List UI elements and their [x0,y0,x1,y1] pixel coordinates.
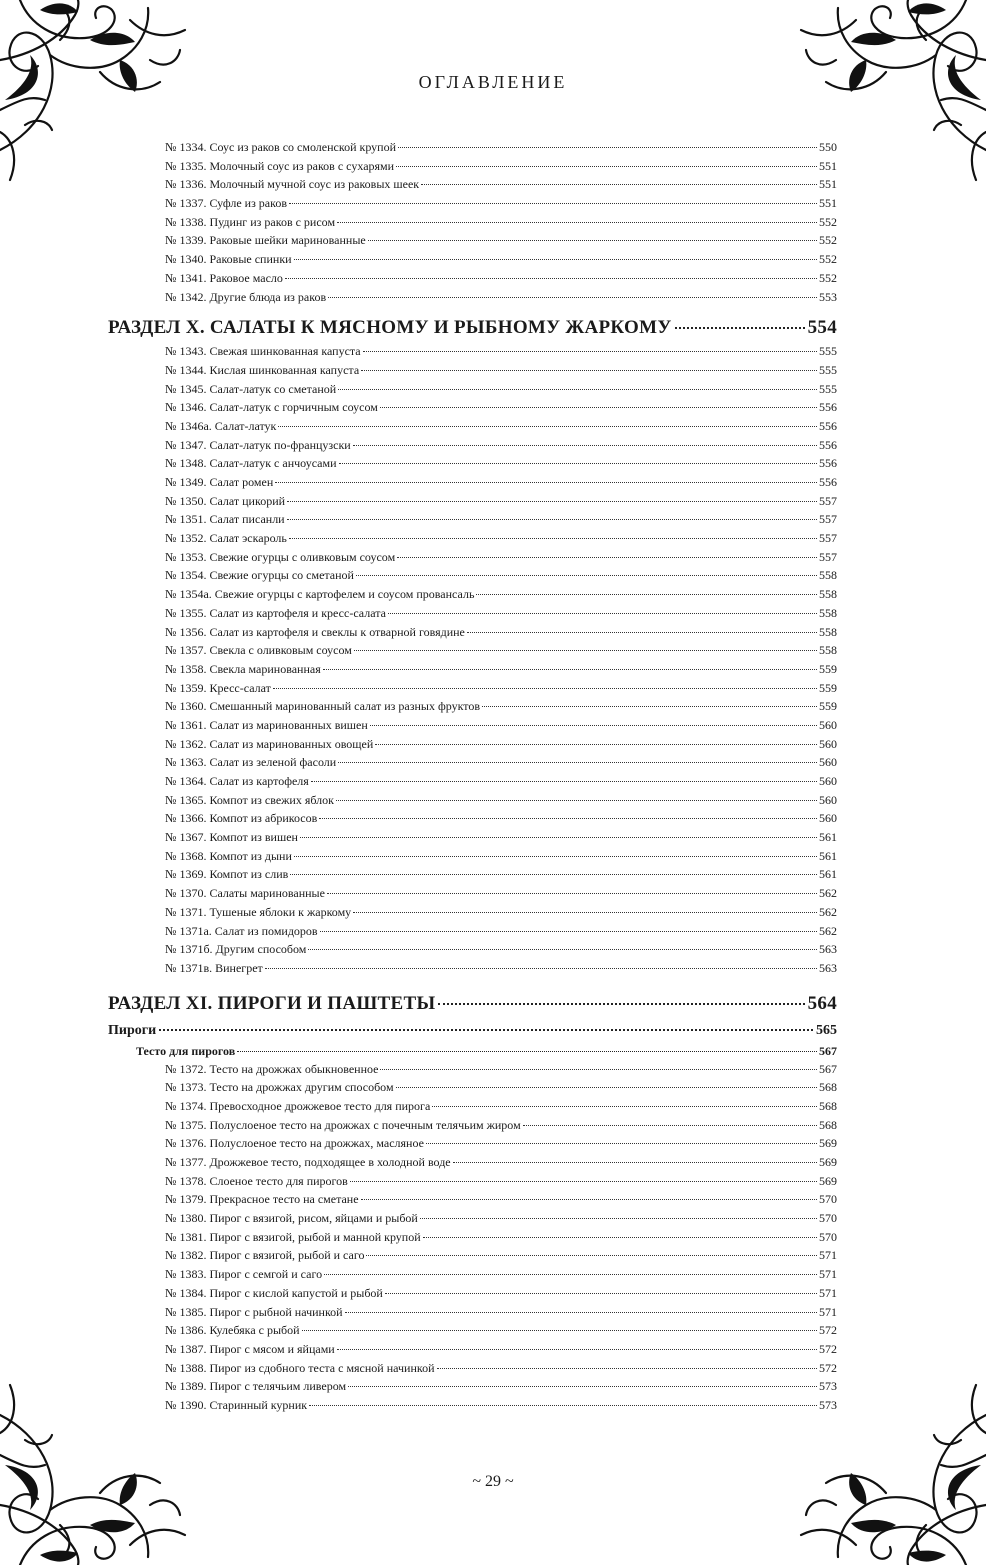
toc-entry-page: 571 [819,1285,837,1300]
toc-entry-title: № 1385. Пирог с рыбной начинкой [165,1304,343,1319]
toc-entry-page: 569 [819,1155,837,1169]
leader-dots [467,632,817,633]
leader-dots [350,1181,817,1182]
toc-entry-page: 570 [819,1211,837,1226]
toc-entry-page: 568 [819,1098,837,1113]
leader-dots [354,650,817,651]
toc-entry-title: № 1353. Свежие огурцы с оливковым соусом [165,549,396,564]
leader-dots [319,818,817,819]
toc-entry-title: № 1354. Свежие огурцы со сметаной [165,568,354,583]
toc-entry-page: 572 [819,1360,837,1375]
toc-entry-page: 556 [819,456,837,471]
leader-dots [348,1386,817,1387]
toc-entry[interactable] [108,735,837,754]
toc-entry-title: № 1358. Свекла маринованная [165,661,321,676]
toc-entry[interactable] [108,342,837,361]
leader-dots [396,166,817,167]
subsection-heading-pies[interactable] [108,1020,837,1042]
toc-entry-page: 568 [819,1117,837,1132]
toc-entry-page: 552 [819,233,837,248]
toc-entry-title: № 1352. Салат эскароль [165,531,287,546]
leader-dots [397,557,817,558]
toc-entry[interactable] [108,157,837,176]
page-number: ~ 29 ~ [472,1473,514,1490]
leader-dots [336,800,817,801]
toc-entry-title: № 1339. Раковые шейки маринованные [165,233,366,248]
leader-dots [370,725,817,726]
toc-entry-title: № 1346а. Салат-латук [165,418,277,433]
toc-entry-page: 558 [819,624,837,639]
toc-entry-page: 558 [819,587,837,602]
toc-entry-title: № 1366. Компот из абрикосов [165,811,318,826]
toc-entry-title: № 1357. Свекла с оливковым соусом [165,643,352,658]
toc-entry-title: № 1340. Раковые спинки [165,252,292,267]
toc-entry-title: № 1376. Полуслоеное тесто на дрожжах, масляное [165,1136,424,1151]
toc-entry-page: 569 [819,1173,837,1188]
toc-entry-page: 560 [819,736,837,751]
leader-dots [523,1125,817,1126]
leader-dots [338,389,817,390]
toc-entry[interactable] [108,213,837,232]
toc-entry-page: 573 [819,1379,837,1394]
toc-group-salads [108,342,837,977]
toc-entry-title: № 1362. Салат из маринованных овощей [165,736,374,751]
subsection-title: Пироги [108,1022,157,1038]
toc-entry[interactable] [108,697,837,716]
toc-entry-title: № 1356. Салат из картофеля и свеклы к отварной говядине [165,624,465,639]
toc-entry[interactable] [108,1097,837,1116]
toc-entry-page: 556 [819,475,837,489]
leader-dots [432,1106,817,1107]
toc-entry-page: 558 [819,643,837,658]
toc-entry[interactable] [108,398,837,417]
toc-entry[interactable] [108,1209,837,1228]
toc-entry-page: 562 [819,886,837,901]
toc-entry[interactable] [108,1340,837,1359]
leader-dots [388,613,817,614]
toc-entry-title: № 1345. Салат-латук со сметаной [165,381,337,396]
toc-entry[interactable] [108,1284,837,1303]
toc-entry-page: 559 [819,661,837,676]
leader-dots [361,1199,817,1200]
section-page: 554 [807,317,837,339]
toc-entry[interactable] [108,716,837,735]
toc-entry[interactable] [108,809,837,828]
toc-entry-page: 561 [819,848,837,863]
toc-entry[interactable] [108,847,837,866]
toc-entry-page: 555 [819,344,837,359]
leader-dots [482,706,817,707]
toc-entry-page: 552 [819,270,837,285]
toc-entry[interactable] [108,1172,837,1191]
section-title: РАЗДЕЛ XI. ПИРОГИ И ПАШТЕТЫ [108,992,436,1014]
toc-entry-page: 571 [819,1248,837,1263]
toc-entry-title: № 1377. Дрожжевое тесто, подходящее в холодной воде [165,1155,451,1169]
toc-entry-title: № 1363. Салат из зеленой фасоли [165,755,337,770]
leader-dots [311,781,817,782]
toc-entry-title: № 1369. Компот из слив [165,867,289,882]
toc-entry[interactable] [108,1265,837,1284]
toc-entry-title: № 1390. Старинный курник [165,1397,308,1412]
leader-dots [420,1218,817,1219]
toc-entry-page: 558 [819,605,837,620]
toc-entry-title: № 1379. Прекрасное тесто на сметане [165,1192,359,1207]
toc-entry-title: № 1367. Компот из вишен [165,830,298,845]
toc-entry-title: № 1361. Салат из маринованных вишен [165,717,368,732]
toc-entry-title: № 1348. Салат-латук с анчоусами [165,456,337,471]
leader-dots [675,327,805,329]
leader-dots [278,426,817,427]
leader-dots [320,931,817,932]
leader-dots [287,501,817,502]
toc-entry-page: 550 [819,140,837,154]
leader-dots [426,1143,817,1144]
toc-entry-page: 558 [819,568,837,583]
leader-dots [423,1237,817,1238]
toc-entry[interactable] [108,1228,837,1247]
toc-entry-page: 552 [819,214,837,229]
leader-dots [380,407,817,408]
toc-entry-page: 568 [819,1080,837,1095]
leader-dots [366,1255,817,1256]
leader-dots [323,669,817,670]
toc-entry-title: № 1373. Тесто на дрожжах другим способом [165,1080,394,1095]
toc-entry[interactable] [108,269,837,288]
toc-entry-page: 561 [819,867,837,882]
toc-entry[interactable] [108,903,837,922]
leader-dots [345,1312,817,1313]
toc-entry[interactable] [108,641,837,660]
toc-entry-title: № 1375. Полуслоеное тесто на дрожжах с почечным телячьим жиром [165,1117,521,1132]
toc-entry-page: 567 [819,1061,837,1076]
toc-entry[interactable] [108,250,837,269]
toc-entry[interactable] [108,585,837,604]
leader-dots [353,445,817,446]
toc-entry[interactable] [108,1359,837,1378]
toc-entry[interactable] [108,417,837,436]
toc-entry-page: 563 [819,942,837,957]
toc-entry-title: № 1344. Кислая шинкованная капуста [165,362,360,377]
toc-entry-title: № 1371б. Другим способом [165,942,307,957]
toc-entry[interactable] [108,492,837,511]
toc-entry-title: № 1364. Салат из картофеля [165,774,309,788]
leader-dots [337,222,817,223]
toc-entry-title: № 1371а. Салат из помидоров [165,923,318,938]
toc-entry[interactable] [108,1321,837,1340]
toc-entry-title: № 1346. Салат-латук с горчичным соусом [165,400,378,415]
toc-entry-page: 557 [819,531,837,546]
leader-dots [353,912,817,913]
toc-entry-page: 557 [819,493,837,508]
toc-entry-title: № 1386. Кулебяка с рыбой [165,1323,300,1338]
toc-entry[interactable] [108,772,837,791]
toc-entry-page: 559 [819,680,837,695]
leader-dots [159,1029,813,1031]
toc-entry-title: № 1388. Пирог из сдобного теста с мясной начинкой [165,1360,435,1375]
leader-dots [375,744,817,745]
toc-entry-title: № 1370. Салаты маринованные [165,886,325,901]
leader-dots [309,1405,817,1406]
toc-entry[interactable] [108,510,837,529]
toc-entry-title: № 1341. Раковое масло [165,270,283,285]
toc-entry[interactable] [108,194,837,213]
subsubsection-heading-dough[interactable] [108,1042,837,1060]
leader-dots [265,968,817,969]
toc-entry-page: 573 [819,1397,837,1412]
leader-dots [289,538,817,539]
leader-dots [421,184,817,185]
section-title: РАЗДЕЛ X. САЛАТЫ К МЯСНОМУ И РЫБНОМУ ЖАРКОМУ [108,317,672,339]
toc-entry-title: № 1378. Слоеное тесто для пирогов [165,1173,348,1188]
section-page: 564 [807,992,837,1014]
toc-entry-title: № 1351. Салат писанли [165,512,285,527]
toc-entry-page: 562 [819,923,837,938]
toc-entry-title: № 1354а. Свежие огурцы с картофелем и соусом провансаль [165,587,475,602]
toc-entry[interactable] [108,623,837,642]
toc-entry-page: 551 [819,177,837,192]
toc-entry-page: 563 [819,960,837,975]
subsubsection-page: 567 [819,1043,837,1058]
toc-entry-page: 557 [819,549,837,564]
toc-entry-title: № 1347. Салат-латук по-французски [165,437,351,452]
toc-entry[interactable] [108,288,837,307]
toc-entry-title: № 1335. Молочный соус из раков с сухарями [165,158,395,173]
toc-entry-page: 560 [819,811,837,826]
toc-entry[interactable] [108,865,837,884]
toc-entry-page: 571 [819,1267,837,1282]
toc-entry-page: 560 [819,774,837,788]
toc-entry[interactable] [108,1060,837,1079]
leader-dots [361,370,817,371]
leader-dots [327,893,817,894]
toc-entry-title: № 1387. Пирог с мясом и яйцами [165,1341,335,1356]
leader-dots [324,1274,817,1275]
toc-entry-title: № 1382. Пирог с вязигой, рыбой и саго [165,1248,365,1263]
toc-entry[interactable] [108,436,837,455]
toc-entry-page: 555 [819,381,837,396]
toc-entry-page: 560 [819,792,837,807]
toc-entry[interactable] [108,922,837,941]
toc-group-crayfish [108,138,837,306]
toc-entry[interactable] [108,1190,837,1209]
leader-dots [363,351,817,352]
toc-entry-page: 555 [819,362,837,377]
toc-entry-title: № 1368. Компот из дыни [165,848,292,863]
leader-dots [339,463,817,464]
toc-entry[interactable] [108,959,837,978]
toc-entry-title: № 1380. Пирог с вязигой, рисом, яйцами и рыбой [165,1211,418,1226]
toc-entry-page: 560 [819,755,837,770]
toc-entry-title: № 1342. Другие блюда из раков [165,289,327,304]
toc-entry-title: № 1374. Превосходное дрожжевое тесто для пирога [165,1098,431,1113]
leader-dots [476,594,817,595]
leader-dots [438,1003,804,1005]
toc-entry[interactable] [108,940,837,959]
toc-entry[interactable] [108,566,837,585]
toc-entry-title: № 1359. Кресс-салат [165,680,271,695]
toc-entry-page: 571 [819,1304,837,1319]
toc-entry-page: 561 [819,830,837,845]
toc-entry-title: № 1372. Тесто на дрожжах обыкновенное [165,1061,379,1076]
leader-dots [356,575,817,576]
leader-dots [453,1162,817,1163]
toc-entry-title: № 1360. Смешанный маринованный салат из разных фруктов [165,699,481,714]
toc-entry-page: 570 [819,1229,837,1244]
toc-entry-title: № 1338. Пудинг из раков с рисом [165,214,336,229]
leader-dots [237,1051,817,1052]
leader-dots [396,1087,817,1088]
toc-entry-page: 562 [819,904,837,919]
leader-dots [328,297,817,298]
leader-dots [273,688,817,689]
toc-entry-title: № 1383. Пирог с семгой и саго [165,1267,323,1282]
toc-entry[interactable] [108,1303,837,1322]
subsubsection-title: Тесто для пирогов [136,1043,236,1058]
leader-dots [385,1293,817,1294]
toc-entry[interactable] [108,660,837,679]
toc-entry-page: 569 [819,1136,837,1151]
leader-dots [338,762,817,763]
leader-dots [437,1368,817,1369]
toc-entry[interactable] [108,791,837,810]
leader-dots [398,147,817,148]
toc-entry-page: 553 [819,289,837,304]
toc-entry[interactable] [108,361,837,380]
leader-dots [380,1069,817,1070]
toc-entry[interactable] [108,1377,837,1396]
toc-entry-title: № 1381. Пирог с вязигой, рыбой и манной крупой [165,1229,421,1244]
toc-entry-page: 556 [819,400,837,415]
toc-entry-page: 557 [819,512,837,527]
toc-entry-page: 559 [819,699,837,714]
leader-dots [302,1330,817,1331]
toc-entry[interactable] [108,473,837,492]
toc-entry[interactable] [108,231,837,250]
toc-entry-page: 560 [819,717,837,732]
toc-entry-title: № 1334. Соус из раков со смоленской крупой [165,140,397,154]
section-heading-x[interactable] [108,316,837,340]
toc-entry-title: № 1371. Тушеные яблоки к жаркому [165,904,352,919]
section-heading-xi[interactable] [108,992,837,1016]
toc-entry-page: 556 [819,418,837,433]
toc-entry[interactable] [108,380,837,399]
toc-entry[interactable] [108,828,837,847]
toc-entry-title: № 1389. Пирог с телячьим ливером [165,1379,347,1394]
toc-entry[interactable] [108,454,837,473]
toc-entry-title: № 1371в. Винегрет [165,960,263,975]
toc-entry[interactable] [108,138,837,157]
leader-dots [275,482,817,483]
toc-entry-title: № 1350. Салат цикорий [165,493,286,508]
leader-dots [287,519,817,520]
leader-dots [337,1349,817,1350]
toc-entry[interactable] [108,1078,837,1097]
toc-entry[interactable] [108,679,837,698]
leader-dots [368,240,817,241]
toc-entry[interactable] [108,1116,837,1135]
table-of-contents [108,138,837,1415]
toc-group-dough-pies [108,1060,837,1415]
leader-dots [300,837,817,838]
leader-dots [290,874,817,875]
subsection-page: 565 [816,1022,837,1038]
toc-entry-page: 572 [819,1323,837,1338]
leader-dots [308,949,817,950]
toc-entry-title: № 1355. Салат из картофеля и кресс-салата [165,605,386,620]
toc-entry-page: 551 [819,196,837,211]
toc-entry-page: 551 [819,158,837,173]
toc-entry[interactable] [108,1396,837,1415]
toc-entry-title: № 1365. Компот из свежих яблок [165,792,334,807]
leader-dots [285,278,817,279]
leader-dots [294,259,817,260]
toc-entry-title: № 1336. Молочный мучной соус из раковых шеек [165,177,420,192]
toc-entry-title: № 1337. Суфле из раков [165,196,288,211]
toc-entry[interactable] [108,175,837,194]
running-head: ОГЛАВЛЕНИЕ [418,72,568,92]
toc-entry[interactable] [108,529,837,548]
toc-entry[interactable] [108,884,837,903]
toc-entry-title: № 1343. Свежая шинкованная капуста [165,344,361,359]
toc-entry-title: № 1349. Салат ромен [165,475,274,489]
toc-entry-page: 552 [819,252,837,267]
toc-entry-page: 556 [819,437,837,452]
toc-entry-title: № 1384. Пирог с кислой капустой и рыбой [165,1285,383,1300]
toc-entry-page: 570 [819,1192,837,1207]
toc-entry[interactable] [108,548,837,567]
toc-entry-page: 572 [819,1341,837,1356]
leader-dots [294,856,817,857]
toc-entry[interactable] [108,604,837,623]
toc-entry[interactable] [108,1153,837,1172]
leader-dots [289,203,817,204]
toc-entry[interactable] [108,1246,837,1265]
toc-entry[interactable] [108,753,837,772]
toc-entry[interactable] [108,1134,837,1153]
